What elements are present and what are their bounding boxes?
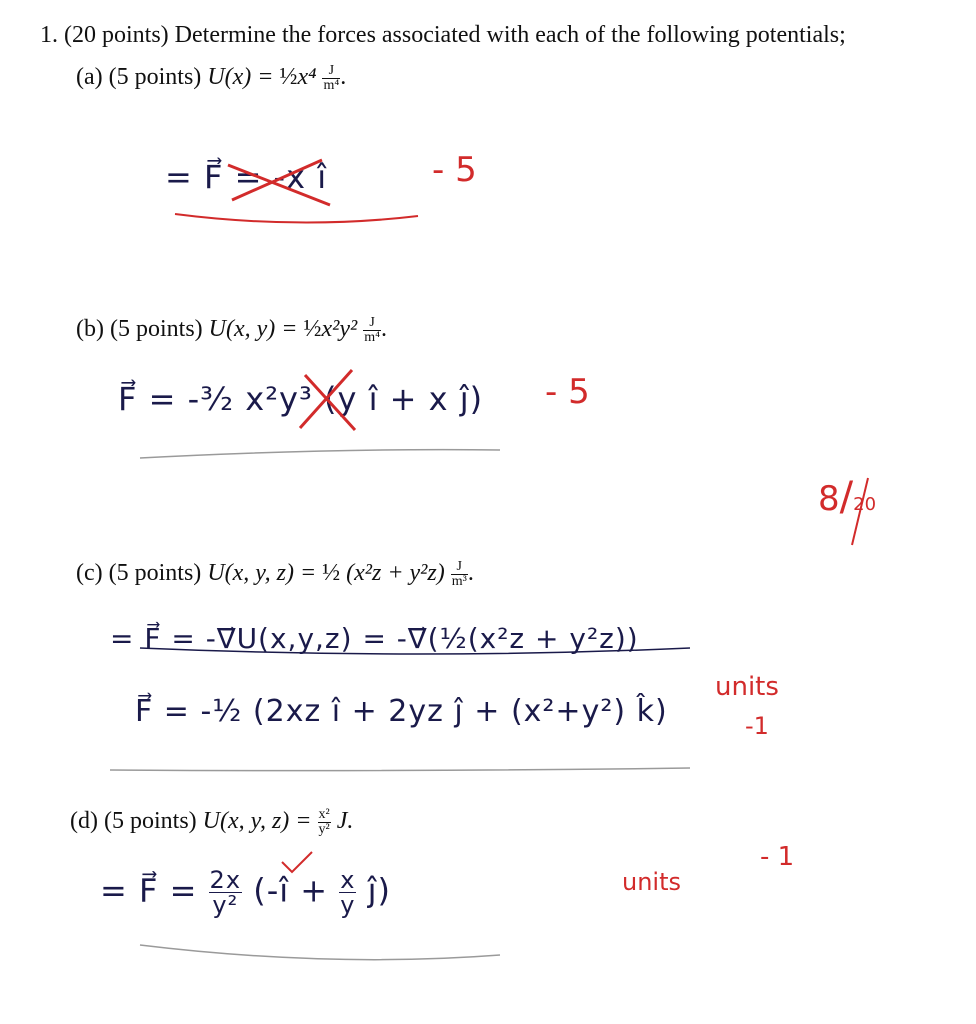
part-c-expr: (x²z + y²z) xyxy=(346,560,445,587)
part-b-points: (5 points) xyxy=(109,316,203,343)
part-a-lhs: U(x) = xyxy=(207,64,280,91)
part-d-unit: J. xyxy=(336,808,354,835)
score-total: 20 xyxy=(853,494,877,515)
part-d-underline xyxy=(140,945,500,960)
part-d-answer-frac: $\frac{2x}{\text{y²}}$ xyxy=(209,866,242,919)
part-b-half: ½ xyxy=(303,316,322,343)
part-d-answer-paren: (-î + xyxy=(253,871,340,910)
part-a-answer: = F⃗ = -x î xyxy=(165,158,328,196)
part-d-answer-prefix: = F⃗ = xyxy=(100,871,209,910)
part-c-answer-line1: = F⃗ = -∇⃗U(x,y,z) = -∇⃗(½(x²z + y²z)) xyxy=(110,622,639,655)
part-b-prompt: (b) (5 points) U(x, y) = ½x²y² $\frac{J}{\text{m⁴}}$ . xyxy=(76,315,387,345)
problem-number: 1. xyxy=(40,22,58,48)
part-d-frac: $\frac{\text{x²}}{\text{y²}}$ xyxy=(318,807,330,837)
part-b-deduction: - 5 xyxy=(545,372,590,412)
part-d-mark-word: units xyxy=(622,868,682,896)
part-d-answer-close: ĵ) xyxy=(367,871,392,910)
part-b-answer: F⃗ = -³⁄₂ x²y³ (y î + x ĵ) xyxy=(118,380,484,418)
part-c-underline xyxy=(110,768,690,771)
part-a-prompt: (a) (5 points) U(x) = ½x⁴ $\frac{J}{\text{m⁴}}$ . xyxy=(76,63,347,93)
part-d-points: (5 points) xyxy=(103,808,197,835)
part-a-red-underline xyxy=(175,214,418,223)
part-d-label: (d) xyxy=(70,808,98,835)
part-b-underline xyxy=(140,450,500,458)
part-c-answer-line2: F⃗ = -½ (2xz î + 2yz ĵ + (x²+y²) k̂) xyxy=(135,694,668,729)
part-c-label: (c) xyxy=(76,560,103,587)
part-a-points: (5 points) xyxy=(108,64,202,91)
part-c-mark-word: units xyxy=(715,672,779,702)
part-d-answer-inner-frac: $\frac{x}{y}$ xyxy=(340,866,356,919)
problem-header xyxy=(40,22,846,49)
part-c-points: (5 points) xyxy=(108,560,202,587)
part-d-lhs: U(x, y, z) = xyxy=(202,808,318,835)
part-c-half: ½ xyxy=(322,560,341,587)
part-d-answer xyxy=(100,868,391,917)
problem-points: (20 points) xyxy=(64,22,169,48)
part-c-mark-value: -1 xyxy=(745,712,769,740)
problem-statement: Determine the forces associated with each of the following potentials; xyxy=(174,22,846,48)
part-b-lhs: U(x, y) = xyxy=(208,316,304,343)
part-d-prompt xyxy=(70,808,353,837)
part-a-unit: $\frac{J}{\text{m⁴}}$ xyxy=(323,63,340,93)
part-a-deduction: - 5 xyxy=(432,150,477,190)
part-a-expr: x⁴ xyxy=(297,64,317,91)
score-got: 8 xyxy=(818,479,840,519)
part-b-label: (b) xyxy=(76,316,104,343)
part-b-expr: x²y² xyxy=(321,316,358,343)
part-c-lhs: U(x, y, z) = xyxy=(207,560,323,587)
score: 8/20 xyxy=(818,474,877,520)
part-b-unit: $\frac{J}{\text{m⁴}}$ xyxy=(364,315,380,345)
part-d-mark-value: - 1 xyxy=(760,842,795,872)
part-a-label: (a) xyxy=(76,64,103,91)
part-c-prompt: (c) (5 points) U(x, y, z) = ½ (x²z + y²z) $\frac{J}{\text{m³}}$ . xyxy=(76,559,474,589)
part-c-unit: $\frac{J}{\text{m³}}$ xyxy=(451,559,467,589)
part-a-half: ½ xyxy=(279,64,298,91)
